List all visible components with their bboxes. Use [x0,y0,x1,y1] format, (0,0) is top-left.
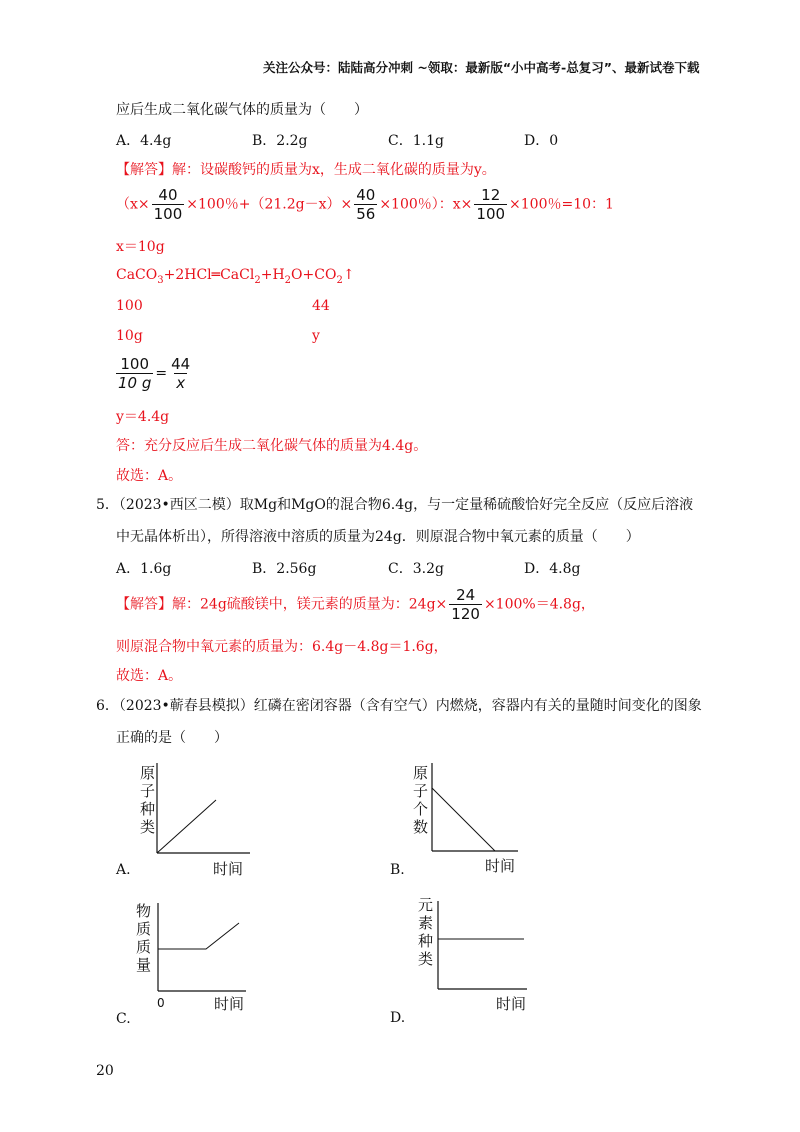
ylabel-char: 种 [140,800,156,818]
graph-b [390,758,623,883]
q4-mass-right: 44 [312,298,330,314]
data-line [432,788,495,851]
denominator: x [176,374,186,392]
fraction [152,186,185,223]
q5-option-c: C．3.2g [388,561,444,577]
q4-option-c: C．1.1g [388,133,444,149]
eq-part: CaCO [116,267,158,283]
eq-part: ↑ [342,267,355,283]
q5-analysis [116,586,595,623]
ylabel-char: 量 [136,956,152,974]
graph-b-xlabel: 时间 [485,857,516,875]
q4-given-left: 10g [116,328,143,344]
q4-equation-1 [116,186,614,223]
analysis-tag: 【解答】 [116,162,172,178]
q4-option-d: D．0 [524,133,559,149]
q6-stem-line1: 6．（2023•蕲春县模拟）红磷在密闭容器（含有空气）内燃烧，容器内有关的量随时间变化的图象 [96,698,702,714]
data-line [158,923,239,949]
q4-given-right: y [312,328,320,344]
graph-d [392,896,622,1031]
analysis-text: 解：24g硫酸镁中，镁元素的质量为：24g× [172,596,448,613]
ylabel-char: 种 [418,932,434,950]
denominator: 10 g [118,374,152,392]
denominator: 100 [153,205,183,223]
ylabel-char: 子 [413,782,429,800]
graph-c [116,898,346,1033]
eq-part: （x× [116,196,150,213]
eq-part: +H [260,267,285,283]
analysis-tag: 【解答】 [116,596,172,613]
q4-x-result: x＝10g [116,239,165,255]
q5-line-b: 则原混合物中氧元素的质量为：6.4g－4.8g＝1.6g， [116,639,448,655]
q4-option-a: A．4.4g [116,133,172,149]
fraction [449,586,482,623]
graph-c-xlabel: 时间 [214,995,245,1013]
ylabel-char: 素 [418,914,434,932]
q5-choice: 故选：A。 [116,668,183,684]
ylabel-char: 原 [140,764,156,782]
q4-answer: 答：充分反应后生成二氧化碳气体的质量为4.4g。 [116,438,428,454]
fraction [354,186,377,223]
ylabel-char: 个 [413,800,429,818]
q4-ratio: $\frac{100}{10 g}$ = $\frac{44}{x}$ [118,355,191,392]
subscript: 3 [157,274,164,286]
subscript: 2 [254,274,261,286]
numerator: 44 [171,355,191,373]
data-line [157,800,216,853]
fraction [169,355,192,392]
q5-stem-line2: 中无晶体析出），所得溶液中溶质的质量为24g．则原混合物中氧元素的质量（ ） [116,529,640,545]
graph-a-option-label: A. [116,862,131,878]
ylabel-char: 数 [413,818,429,836]
analysis-text: ×100%＝4.8g， [483,596,595,613]
graph-b-option-label: B. [390,862,405,878]
q4-reaction-equation [116,267,355,286]
eq-part: +2HCl═CaCl [163,267,255,283]
graph-d-xlabel: 时间 [496,995,527,1013]
numerator: 24 [456,586,476,604]
q5-stem-line1: 5．（2023•西区二模）取Mg和MgO的混合物6.4g，与一定量稀硫酸恰好完全反应（反应后溶液 [96,497,694,513]
subscript: 2 [336,274,343,286]
q4-option-b: B．2.2g [252,133,308,149]
graph-c-plot [116,898,346,998]
q4-mass-left: 100 [116,298,143,314]
page-number: 20 [96,1063,114,1079]
ylabel-char: 物 [136,902,152,920]
graph-c-origin: 0 [157,996,165,1010]
fraction [116,355,153,392]
q4-stem-tail: 应后生成二氧化碳气体的质量为（ ） [116,102,368,118]
ylabel-char: 元 [418,896,434,914]
fraction [474,186,507,223]
numerator: 40 [356,186,376,204]
graph-a-xlabel: 时间 [213,860,244,878]
analysis-text: 解：设碳酸钙的质量为x，生成二氧化碳的质量为y。 [172,162,496,178]
denominator: 120 [451,605,480,623]
eq-part: ×100％+（21.2g－x）× [186,196,353,213]
numerator: 100 [120,355,150,373]
numerator: 12 [481,186,501,204]
ylabel-char: 类 [418,950,434,968]
page-header: 关注公众号：陆陆高分冲刺 ~领取：最新版“小中高考-总复习”、最新试卷下载 [263,60,700,75]
ylabel-char: 原 [413,764,429,782]
ylabel-char: 类 [140,818,156,836]
q5-option-a: A．1.6g [116,561,172,577]
eq-part: ×100％=10：1 [509,196,614,213]
q4-y-result: y＝4.4g [116,409,170,425]
graph-a-plot [120,758,350,858]
graph-c-option-label: C. [116,1011,131,1027]
eq-part: O+CO [291,267,337,283]
denominator: 56 [356,205,376,223]
numerator: 40 [158,186,178,204]
q5-option-b: B．2.56g [252,561,317,577]
eq-part: ×100％）：x× [379,196,473,213]
graph-a [116,758,350,883]
q4-choice: 故选：A。 [116,468,183,484]
ylabel-char: 子 [140,782,156,800]
graph-d-option-label: D. [390,1010,406,1026]
graph-d-plot [392,896,622,996]
q4-analysis [116,159,496,179]
q5-option-d: D．4.8g [524,561,581,577]
denominator: 100 [476,205,506,223]
ylabel-char: 质 [136,920,152,938]
ylabel-char: 质 [136,938,152,956]
q6-stem-line2: 正确的是（ ） [116,730,228,746]
graph-b-plot [393,758,623,858]
subscript: 2 [284,274,292,286]
